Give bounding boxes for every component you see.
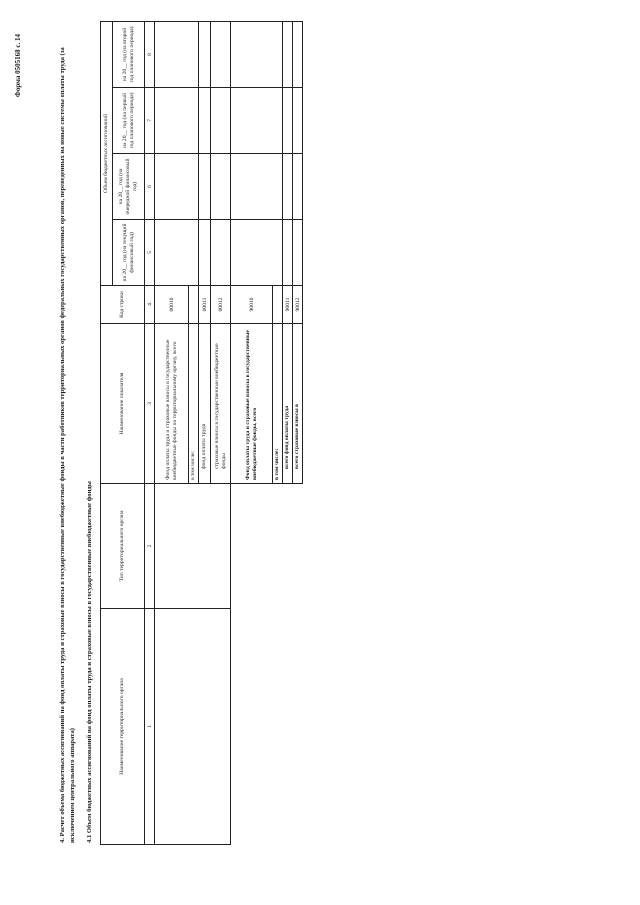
budget-table <box>100 21 303 845</box>
value-cell[interactable] <box>293 88 303 154</box>
section-title: 4. Расчет объема бюджетных ассигнований на фонд оплаты труда и страховые взносы в государственные внебюджетные фонды в части работников территориальных органов федеральных государственных органов, переведенных на новые системы оплаты труда (за исключением центрального аппарата) <box>59 47 76 843</box>
header-budget-volume: Объем бюджетных ассигнований <box>101 22 113 286</box>
row-code <box>273 286 283 324</box>
column-number: 1 <box>145 609 155 845</box>
indicator-cell: всего страховые взносы в <box>293 324 303 484</box>
value-cell[interactable] <box>231 22 283 88</box>
value-cell[interactable] <box>155 88 199 154</box>
value-cell[interactable] <box>199 88 211 154</box>
value-cell[interactable] <box>283 220 293 286</box>
header-current-year: на 20__ год (на текущий финансовый год) <box>113 220 145 286</box>
indicator-cell: фонд оплаты труда <box>199 324 211 484</box>
indicator-cell: в том числе: <box>189 324 199 484</box>
value-cell[interactable] <box>155 22 199 88</box>
row-code: 90011 <box>283 286 293 324</box>
row-code: 00011 <box>199 286 211 324</box>
value-cell[interactable] <box>211 220 231 286</box>
value-cell[interactable] <box>155 220 199 286</box>
indicator-cell: Фонд оплаты труда и страховые взносы в государственные внебюджетные фонды, всего <box>231 324 273 484</box>
row-code: 90010 <box>231 286 273 324</box>
indicator-cell: в том числе: <box>273 324 283 484</box>
column-number: 5 <box>145 220 155 286</box>
header-row-code: Код строки <box>101 286 145 324</box>
territorial-body-type-cell[interactable] <box>155 484 231 609</box>
blank-area <box>283 484 293 845</box>
value-cell[interactable] <box>231 220 283 286</box>
value-cell[interactable] <box>199 154 211 220</box>
header-plan-year-1: на 20__ год (на первый год планового периода) <box>113 88 145 154</box>
value-cell[interactable] <box>283 22 293 88</box>
form-code: Форма 0505168 с. 14 <box>14 34 22 98</box>
subsection-title: 4.1 Объем бюджетных ассигнований на фонд оплаты труда и страховые взносы в государственные внебюджетные фонды <box>86 481 93 843</box>
column-number: 8 <box>145 22 155 88</box>
header-territorial-body-type: Тип территориального органа <box>101 484 145 609</box>
indicator-cell: всего фонд оплаты труда <box>283 324 293 484</box>
value-cell[interactable] <box>231 154 283 220</box>
value-cell[interactable] <box>211 22 231 88</box>
value-cell[interactable] <box>211 88 231 154</box>
indicator-cell: страховые взносы в государственные внебюджетные фонды <box>211 324 231 484</box>
header-indicator-name: Наименование показателя <box>101 324 145 484</box>
value-cell[interactable] <box>283 154 293 220</box>
blank-area <box>231 484 273 845</box>
column-number: 4 <box>145 286 155 324</box>
value-cell[interactable] <box>293 220 303 286</box>
row-code <box>189 286 199 324</box>
value-cell[interactable] <box>199 220 211 286</box>
row-code: 90012 <box>293 286 303 324</box>
indicator-cell: Фонд оплаты труда и страховые взносы в государственные внебюджетные фонды по территориальному органу, всего <box>155 324 189 484</box>
column-number: 2 <box>145 484 155 609</box>
column-number: 6 <box>145 154 155 220</box>
value-cell[interactable] <box>293 154 303 220</box>
row-code: 00010 <box>155 286 189 324</box>
header-next-year: на 20__ год (на очередной финансовый год) <box>113 154 145 220</box>
value-cell[interactable] <box>231 88 283 154</box>
header-plan-year-2: на 20__ год (на второй год планового периода) <box>113 22 145 88</box>
column-number: 3 <box>145 324 155 484</box>
territorial-body-name-cell[interactable] <box>155 609 231 845</box>
header-territorial-body-name: Наименование территориального органа <box>101 609 145 845</box>
blank-area <box>273 484 283 845</box>
blank-area <box>293 484 303 845</box>
column-number: 7 <box>145 88 155 154</box>
row-code: 00012 <box>211 286 231 324</box>
value-cell[interactable] <box>199 22 211 88</box>
value-cell[interactable] <box>283 88 293 154</box>
value-cell[interactable] <box>293 22 303 88</box>
value-cell[interactable] <box>211 154 231 220</box>
value-cell[interactable] <box>155 154 199 220</box>
